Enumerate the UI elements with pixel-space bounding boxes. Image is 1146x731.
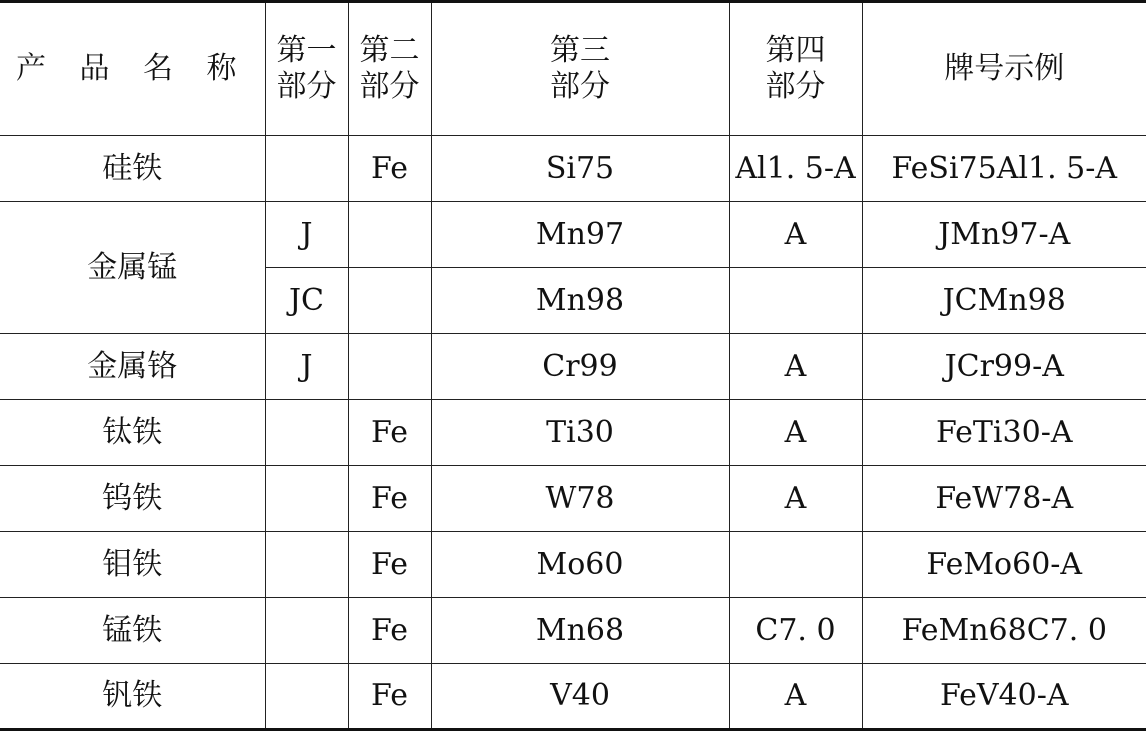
header-part-4-line-2: 部分	[765, 69, 826, 104]
cell-part-2	[348, 202, 431, 268]
cell-product-name: 钼铁	[0, 532, 265, 598]
cell-part-1	[265, 598, 348, 664]
cell-part-2: Fe	[348, 532, 431, 598]
cell-part-4: A	[729, 466, 862, 532]
cell-product-name: 硅铁	[0, 136, 265, 202]
cell-product-name: 锰铁	[0, 598, 265, 664]
cell-part-3: Mo60	[431, 532, 729, 598]
cell-product-name: 钒铁	[0, 664, 265, 730]
cell-part-4: A	[729, 334, 862, 400]
table-row	[0, 202, 1146, 268]
cell-brand-example: FeW78-A	[862, 466, 1146, 532]
cell-brand-example: FeSi75Al1. 5-A	[862, 136, 1146, 202]
cell-part-4: C7. 0	[729, 598, 862, 664]
table-row	[0, 136, 1146, 202]
table-row	[0, 532, 1146, 598]
table-row	[0, 466, 1146, 532]
cell-part-1	[265, 532, 348, 598]
cell-part-4	[729, 268, 862, 334]
cell-part-3: Mn98	[431, 268, 729, 334]
cell-part-1: J	[265, 334, 348, 400]
header-part-4	[729, 2, 862, 136]
cell-part-2	[348, 268, 431, 334]
cell-brand-example: FeMn68C7. 0	[862, 598, 1146, 664]
cell-part-3: Mn97	[431, 202, 729, 268]
cell-product-name: 金属铬	[0, 334, 265, 400]
cell-part-4: A	[729, 400, 862, 466]
header-part-4-line-1: 第四	[765, 33, 826, 68]
table-row	[0, 598, 1146, 664]
header-part-1-line-2: 部分	[276, 69, 337, 104]
cell-product-name: 金属锰	[0, 202, 265, 334]
cell-brand-example: JCMn98	[862, 268, 1146, 334]
cell-brand-example: JCr99-A	[862, 334, 1146, 400]
cell-part-1	[265, 664, 348, 730]
header-part-2-line-1: 第二	[359, 33, 420, 68]
table-row	[0, 400, 1146, 466]
cell-part-3: Mn68	[431, 598, 729, 664]
header-part-2-line-2: 部分	[359, 69, 420, 104]
header-brand-example: 牌号示例	[862, 2, 1146, 136]
cell-part-3: Ti30	[431, 400, 729, 466]
cell-part-1: JC	[265, 268, 348, 334]
table-row	[0, 334, 1146, 400]
cell-part-4	[729, 532, 862, 598]
cell-part-2	[348, 334, 431, 400]
cell-part-3: W78	[431, 466, 729, 532]
cell-product-name: 钛铁	[0, 400, 265, 466]
cell-part-4: A	[729, 664, 862, 730]
table-row	[0, 664, 1146, 730]
cell-part-3: Cr99	[431, 334, 729, 400]
header-part-3-line-2: 部分	[550, 69, 610, 104]
cell-part-2: Fe	[348, 598, 431, 664]
header-part-3-line-1: 第三	[550, 33, 610, 68]
cell-part-2: Fe	[348, 136, 431, 202]
cell-part-2: Fe	[348, 466, 431, 532]
cell-part-4: A	[729, 202, 862, 268]
cell-product-name: 钨铁	[0, 466, 265, 532]
cell-brand-example: FeTi30-A	[862, 400, 1146, 466]
header-row	[0, 2, 1146, 136]
header-part-2	[348, 2, 431, 136]
cell-brand-example: FeV40-A	[862, 664, 1146, 730]
header-part-3	[431, 2, 729, 136]
cell-part-1: J	[265, 202, 348, 268]
cell-brand-example: FeMo60-A	[862, 532, 1146, 598]
cell-part-1	[265, 466, 348, 532]
header-product-name: 产 品 名 称	[0, 2, 265, 136]
cell-part-2: Fe	[348, 400, 431, 466]
header-part-1	[265, 2, 348, 136]
header-part-1-line-1: 第一	[276, 33, 337, 68]
cell-part-1	[265, 400, 348, 466]
cell-part-4: Al1. 5-A	[729, 136, 862, 202]
cell-part-2: Fe	[348, 664, 431, 730]
cell-part-1	[265, 136, 348, 202]
cell-part-3: V40	[431, 664, 729, 730]
cell-part-3: Si75	[431, 136, 729, 202]
cell-brand-example: JMn97-A	[862, 202, 1146, 268]
